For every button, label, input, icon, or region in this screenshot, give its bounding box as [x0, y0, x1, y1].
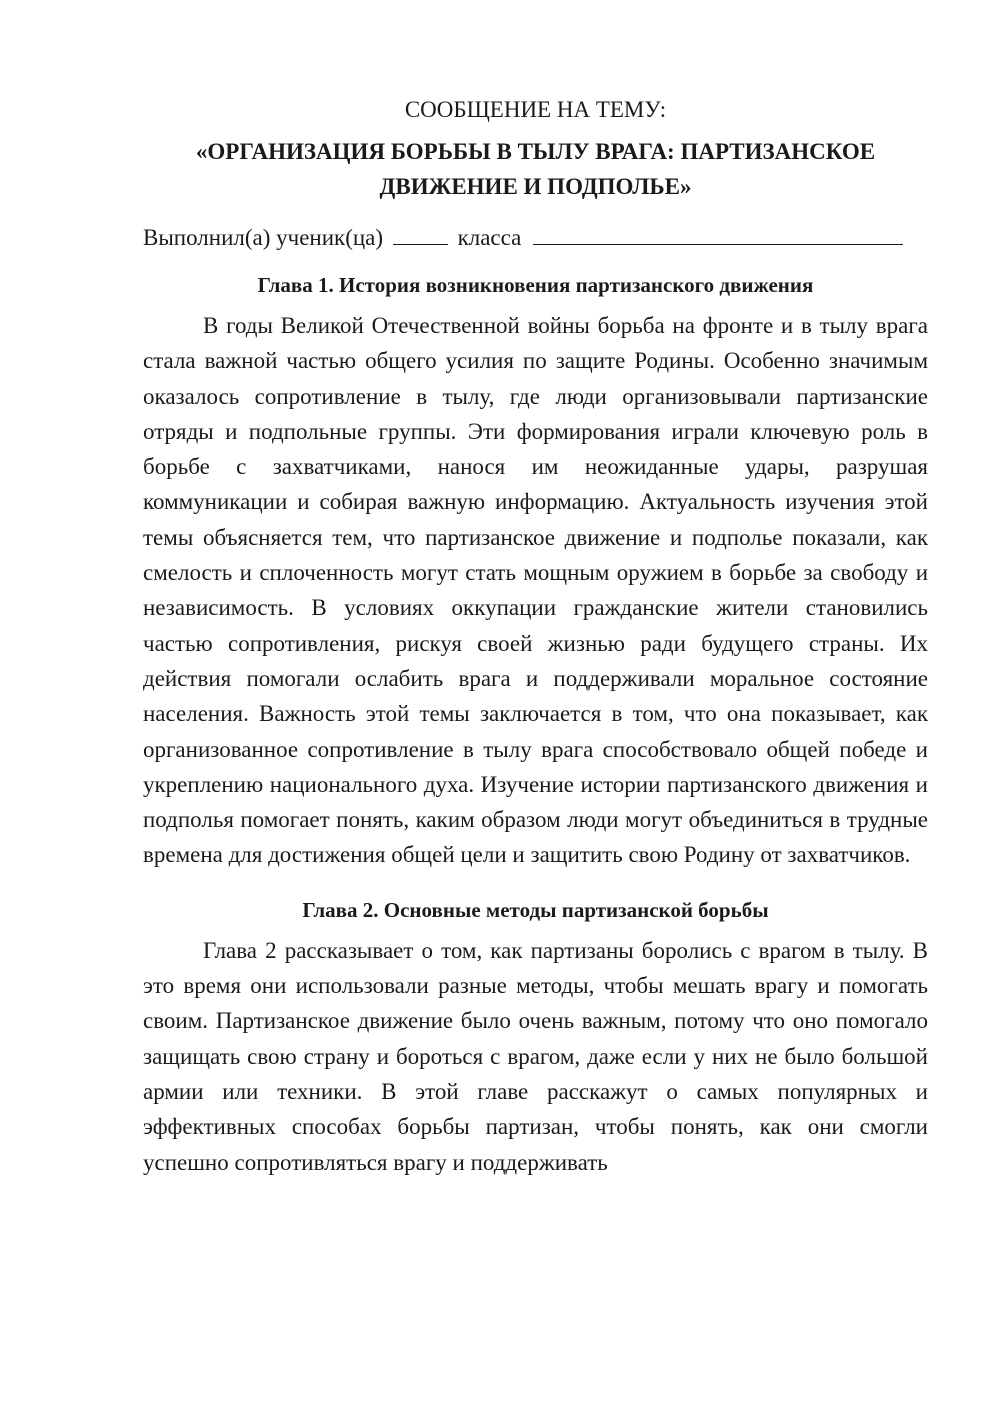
- document-title: «ОРГАНИЗАЦИЯ БОРЬБЫ В ТЫЛУ ВРАГА: ПАРТИЗАНСКОЕ ДВИЖЕНИЕ И ПОДПОЛЬЕ»: [195, 139, 876, 199]
- author-line: [143, 220, 928, 256]
- author-prefix: Выполнил(а) ученик(ца): [143, 225, 384, 250]
- chapter-1-paragraph: В годы Великой Отечественной войны борьба на фронте и в тылу врага стала важной частью общего усилия по защите Родины. Особенно значимым оказалось сопротивление в тылу, где люди организовывали партизанские отряды и подпольные группы. Эти формирования играли ключевую роль в борьбе с захватчиками, нанося им неожиданные удары, разрушая коммуникации и собирая важную информацию. Актуальность изучения этой темы объясняется тем, что партизанское движение и подполье показали, как смелость и сплоченность могут стать мощным оружием в борьбе за свободу и независимость. В условиях оккупации гражданские жители становились частью сопротивления, рискуя своей жизнью ради будущего страны. Их действия помогали ослабить врага и поддерживали моральное состояние населения. Важность этой темы заключается в том, что она показывает, как организованное сопротивление в тылу врага способствовало общей победе и укреплению национального духа. Изучение истории партизанского движения и подполья помогает понять, каким образом люди могут объединиться в трудные времена для достижения общей цели и защитить свою Родину от захватчиков.: [143, 313, 928, 868]
- document-content: [143, 92, 928, 1200]
- chapter-1-heading: Глава 1. История возникновения партизанского движения: [257, 273, 814, 297]
- author-name-blank: [533, 220, 903, 245]
- chapter-2-paragraph: Глава 2 рассказывает о том, как партизаны боролись с врагом в тылу. В это время они использовали разные методы, чтобы мешать врагу и помогать своим. Партизанское движение было очень важным, потому что оно помогало защищать свою страну и бороться с врагом, даже если у них не было большой армии или техники. В этой главе расскажут о самых популярных и эффективных способах борьбы партизан, чтобы понять, как они смогли успешно сопротивляться врагу и поддерживать: [143, 937, 928, 1175]
- class-word: класса: [457, 225, 522, 250]
- class-number-blank: [393, 220, 448, 245]
- document-label: СООБЩЕНИЕ НА ТЕМУ:: [404, 97, 667, 122]
- chapter-2-heading: Глава 2. Основные методы партизанской борьбы: [302, 897, 769, 922]
